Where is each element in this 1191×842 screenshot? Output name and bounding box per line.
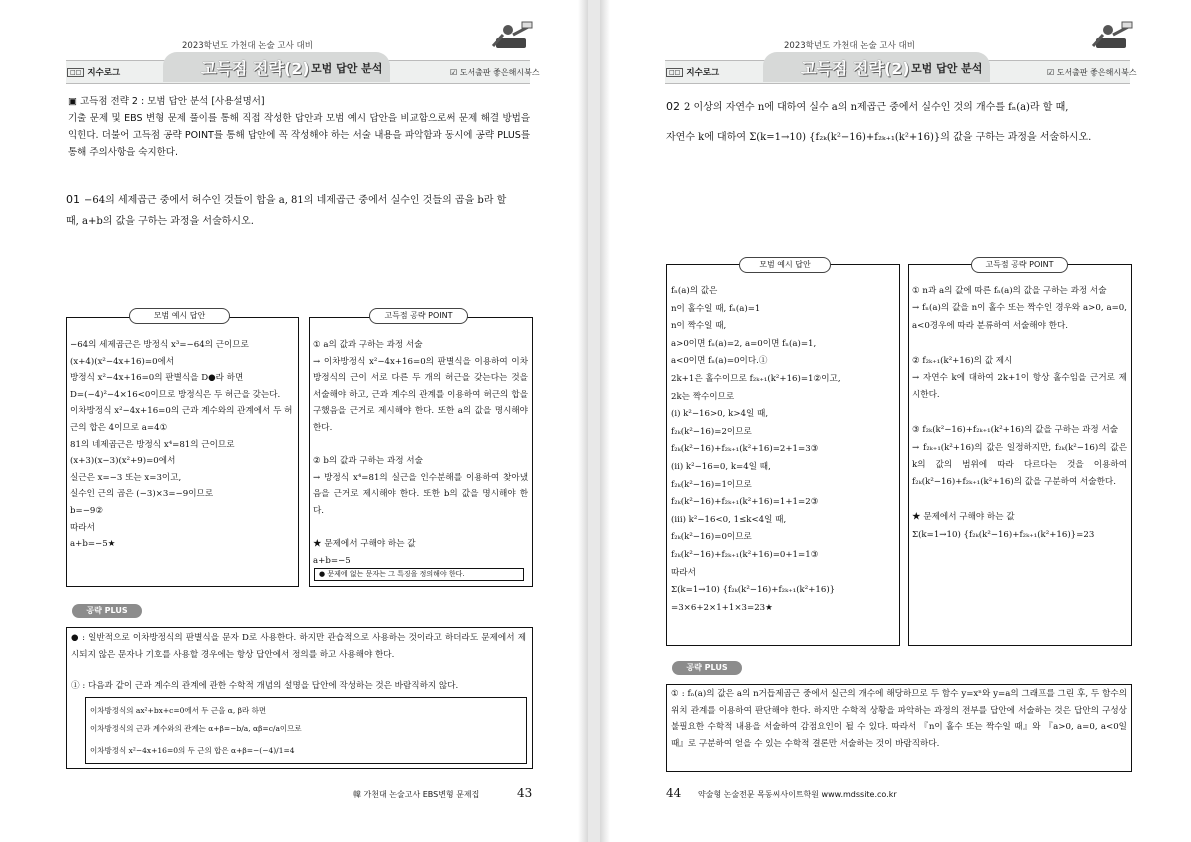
chapter-tag-label: 지수로그 — [87, 68, 121, 78]
title-box — [163, 52, 390, 82]
plus-box-line-1: 이차방정식의 ax²+bx+c=0에서 두 근을 α, β라 하면 — [90, 706, 267, 715]
page-number: 43 — [517, 786, 533, 800]
plus-label: 공략 PLUS — [672, 661, 742, 675]
answer-label: 모범 예시 답안 — [739, 257, 831, 273]
answer-text: fₙ(a)의 값은 n이 홀수일 때, fₙ(a)=1 n이 짝수일 때, a>0이면 fₙ(a)=2, a=0이면 fₙ(a)=1, a<0이면 fₙ(a)=0이다.① 2k+1은 홀수이므로 f₂ₖ₊₁(k²+16)=1②이고, 2k는 짝수이므로 (ⅰ) k²−16>0, k>4일 때, f₂ₖ(k²−16)=2이므로 f₂ₖ(k²−16)+f₂ₖ₊₁(k²+16)=2+1=3③ (ⅱ) k²−16=0, k=4일 때, f₂ₖ(k²−16)=1이므로 f₂ₖ(k²−16)+f₂ₖ₊₁(k²+16)=1+1=2③ (ⅲ) k²−16<0, 1≤k<4일 때, f₂ₖ(k²−16)=0이므로 f₂ₖ(k²−16)+f₂ₖ₊₁(k²+16)=0+1=1③ 따라서 Σ(k=1→10) {f₂ₖ(k²−16)+f₂ₖ₊₁(k²+16)} =3×6+2×1+1×3=23★ — [671, 286, 841, 613]
question-number: 02 — [666, 100, 680, 113]
publisher — [450, 67, 540, 78]
checkbox-icon: ☑ — [450, 68, 458, 77]
point-note: ● 문제에 없는 문자는 그 특징을 정의해야 한다. — [314, 568, 524, 581]
intro-body: 기출 문제 및 EBS 변형 문제 풀이를 통해 직접 작성한 답안과 모범 예시 답안을 비교함으로써 문제 해결 방법을 익힌다. 더불어 고득점 공략 POINT를 통해 답안에 꼭 작성해야 하는 서술 내용을 파악함과 동시에 공략 PLUS를 통해 주의사항을 숙지한다. — [68, 113, 530, 158]
page-subtitle: 모범 답안 분석 — [911, 62, 983, 75]
page-number: 44 — [666, 786, 682, 800]
left-page — [0, 0, 588, 842]
page-fold-shadow — [600, 0, 610, 842]
checkbox-icon: ☑ — [1047, 68, 1055, 77]
right-page — [600, 0, 1191, 842]
plus-box-line-2: 이차방정식의 근과 계수와의 관계는 α+β=−b/a, αβ=c/a이므로 — [90, 724, 302, 733]
question-line1: 2 이상의 자연수 n에 대하여 실수 a의 n제곱근 중에서 실수인 것의 개수를 fₙ(a)라 할 때, — [684, 102, 1069, 113]
page-title: 고득점 전략(2) — [801, 59, 910, 78]
page-title: 고득점 전략(2) — [201, 59, 310, 78]
point-text: ① a의 값과 구하는 과정 서술 → 이차방정식 x²−4x+16=0의 판별식을 이용하여 이차방정식의 근이 서로 다른 두 개의 허근을 갖는다는 것을 서술해야 하고, 근과 계수의 관계를 이용하여 허근의 합을 구했음을 근거로 제시해야 한다. 또한 a의 값을 명시해야 한다. ② b의 값과 구하는 과정 서술 → 방정식 x⁴=81의 실근을 인수분해를 이용하여 찾아냈음을 근거로 제시해야 한다. 또한 b의 값을 명시해야 한다. ★ 문제에서 구해야 하는 값 a+b=−5 — [313, 340, 528, 566]
question-number: 01 — [66, 193, 80, 206]
point-text: ① n과 a의 값에 따른 fₙ(a)의 값을 구하는 과정 서술 → fₙ(a)의 값을 n이 홀수 또는 짝수인 경우와 a>0, a=0, a<0경우에 따라 분류하여 서술해야 한다. ② f₂ₖ₊₁(k²+16)의 값 제시 → 자연수 k에 대하여 2k+1이 항상 홀수임을 근거로 제시한다. ③ f₂ₖ(k²−16)+f₂ₖ₊₁(k²+16)의 값을 구하는 과정 서술 → f₂ₖ₊₁(k²+16)의 값은 일정하지만, f₂ₖ(k²−16)의 값은 k의 값의 범위에 따라 다르다는 것을 이용하여 f₂ₖ(k²−16)+f₂ₖ₊₁(k²+16)의 값을 구분하여 서술한다. ★ 문제에서 구해야 하는 값 Σ(k=1→10) {f₂ₖ(k²−16)+f₂ₖ₊₁(k²+16)}=23 — [912, 286, 1127, 540]
publisher — [1047, 67, 1137, 78]
tag-box-icon: □□ — [67, 68, 84, 77]
exam-year-title: 2023학년도 가천대 논술 고사 대비 — [182, 41, 313, 51]
question-01 — [66, 189, 531, 232]
tag-box-icon: □□ — [666, 68, 683, 77]
publisher-label: 도서출판 좋은해시북스 — [1056, 68, 1137, 77]
student-illustration-icon — [1088, 20, 1138, 52]
plus-item-1: ● : 일반적으로 이차방정식의 판별식을 문자 D로 사용한다. 하지만 관습적으로 사용하는 것이라고 하더라도 문제에서 제시되지 않은 문자나 기호를 사용할 경우에는 항상 답안에서 정의를 하고 사용해야 한다. — [71, 633, 526, 660]
chapter-tag — [67, 66, 120, 78]
page-subtitle: 모범 답안 분석 — [311, 62, 383, 75]
answer-label: 모범 예시 답안 — [129, 308, 230, 324]
exam-year-title: 2023학년도 가천대 논술 고사 대비 — [784, 41, 915, 51]
question-line2: 때, a+b의 값을 구하는 과정을 서술하시오. — [66, 216, 254, 227]
intro-heading: ▣ 고득점 전략 2 : 모범 답안 분석 [사용설명서] — [68, 96, 265, 107]
answer-text: −64의 세제곱근은 방정식 x³=−64의 근이므로 (x+4)(x²−4x+16)=0에서 방정식 x²−4x+16=0의 판별식을 D●라 하면 D=(−4)²−4×16<0이므로 방정식은 두 허근을 갖는다. 이차방정식 x²−4x+16=0의 근과 계수와의 관계에서 두 허근의 합은 4이므로 a=4① 81의 네제곱근은 방정식 x⁴=81의 근이므로 (x+3)(x−3)(x²+9)=0에서 실근은 x=−3 또는 x=3이고, 실수인 근의 곱은 (−3)×3=−9이므로 b=−9② 따라서 a+b=−5★ — [70, 340, 293, 550]
point-label: 고득점 공략 POINT — [971, 257, 1068, 273]
publisher-label: 도서출판 좋은해시북스 — [459, 68, 540, 77]
footer-text: 약술형 논술전문 목동씨사이트학원 www.mdssite.co.kr — [698, 790, 897, 799]
student-illustration-icon — [488, 20, 538, 52]
point-label: 고득점 공략 POINT — [369, 308, 468, 324]
footer-text: 韓 가천대 논술고사 EBS변형 문제집 — [353, 790, 480, 799]
chapter-tag-label: 지수로그 — [686, 68, 720, 78]
plus-text: ① : fₙ(a)의 값은 a의 n거듭제곱근 중에서 실근의 개수에 해당하므로 두 함수 y=xⁿ와 y=a의 그래프를 그린 후, 두 함수의 위치 관계를 이용하여 판단해야 한다. 하지만 수학적 상황을 파악하는 과정의 전부를 답안에 서술하는 것은 답안의 구성상 불필요한 수학적 내용을 서술하여 감점요인이 될 수 있다. 따라서 『n이 홀수 또는 짝수일 때』와 『a>0, a=0, a<0일 때』로 구분하여 얻을 수 있는 수학적 결론만 서술하는 것이 바람직하다. — [671, 689, 1127, 749]
plus-box-line-3: 이차방정식 x²−4x+16=0의 두 근의 합은 α+β=−(−4)/1=4 — [90, 746, 295, 755]
title-box — [763, 52, 990, 82]
chapter-tag — [666, 66, 719, 78]
question-line2: 자연수 k에 대하여 Σ(k=1→10) {f₂ₖ(k²−16)+f₂ₖ₊₁(k²+16)}의 값을 구하는 과정을 서술하시오. — [666, 132, 1092, 143]
question-line1: −64의 세제곱근 중에서 허수인 것들이 합을 a, 81의 네제곱근 중에서 실수인 것들의 곱을 b라 할 — [84, 195, 507, 206]
page-fold-shadow — [578, 0, 588, 842]
question-02 — [666, 92, 1136, 153]
plus-label: 공략 PLUS — [72, 604, 142, 618]
plus-item-2: ① : 다음과 같이 근과 계수의 관계에 관한 수학적 개념의 설명을 답안에 작성하는 것은 바람직하지 않다. — [71, 681, 459, 691]
